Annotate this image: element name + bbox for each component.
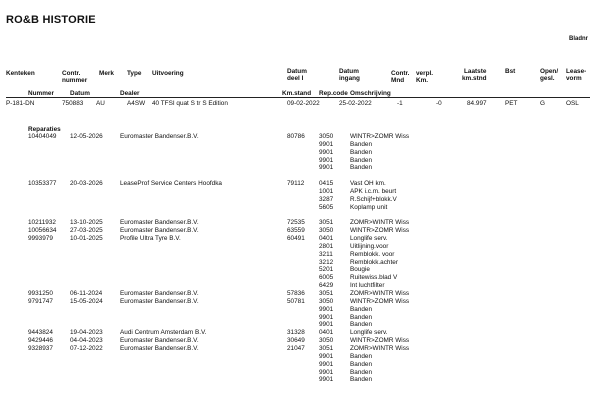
- repair-omschrijving: Banden: [350, 148, 373, 156]
- header-kmstand: Km.stand: [282, 90, 312, 97]
- vehicle-laatste-km: 84.997: [467, 100, 487, 107]
- header-kenteken: Kenteken: [6, 70, 35, 77]
- repair-omschrijving: Remblokk.achter: [350, 258, 398, 266]
- repair-code: 3287: [319, 195, 334, 203]
- repair-dealer: Euromaster Bandenser.B.V.: [120, 337, 199, 345]
- repair-omschrijving: Banden: [350, 305, 373, 313]
- repair-omschrijving: Banden: [350, 352, 373, 360]
- repair-kmstand: 21047: [287, 344, 305, 352]
- repair-code: 3212: [319, 258, 334, 266]
- repair-omschrijving: WINTR>ZOMR Wiss: [350, 133, 410, 140]
- repair-datum: 20-03-2026: [70, 180, 103, 188]
- repair-nummer: 10353377: [28, 180, 57, 188]
- repair-omschrijving: Banden: [350, 360, 373, 368]
- repair-kmstand: 63559: [287, 227, 305, 235]
- header-contract-nummer: nummer: [62, 77, 88, 84]
- repair-nummer: 10404049: [28, 133, 57, 140]
- repair-code: 5605: [319, 203, 334, 211]
- repair-omschrijving: Vast OH km.: [350, 180, 386, 188]
- repair-datum: 04-04-2023: [70, 337, 103, 345]
- repair-code: 0415: [319, 180, 334, 188]
- repair-datum: 10-01-2025: [70, 235, 103, 243]
- page-title: RO&B HISTORIE: [6, 14, 96, 26]
- repair-kmstand: 30649: [287, 337, 305, 345]
- repair-omschrijving: WINTR>ZOMR Wiss: [350, 337, 410, 345]
- repair-omschrijving: ZOMR>WINTR Wiss: [350, 344, 410, 352]
- repair-omschrijving: Banden: [350, 376, 373, 384]
- header-gesl: gesl.: [540, 75, 555, 82]
- repair-omschrijving: Bougie: [350, 266, 370, 274]
- repair-code: 3051: [319, 344, 334, 352]
- vehicle-datum-ingang: 25-02-2022: [339, 100, 372, 107]
- vehicle-datum-deel1: 09-02-2022: [287, 100, 320, 107]
- header-repcode: Rep.code: [319, 90, 348, 97]
- header-dealer: Dealer: [120, 90, 140, 97]
- repair-code: 3050: [319, 337, 334, 345]
- repair-omschrijving: Banden: [350, 313, 373, 321]
- header-kmstnd: km.stnd: [462, 75, 487, 82]
- header-datum: Datum: [70, 90, 90, 97]
- repair-omschrijving: Banden: [350, 164, 373, 172]
- repair-omschrijving: APK i.c.m. beurt: [350, 187, 397, 195]
- header-vorm: vorm: [566, 75, 582, 82]
- header-bst: Bst: [505, 68, 516, 75]
- repair-code: 0401: [319, 329, 334, 337]
- repair-kmstand: 57836: [287, 290, 305, 297]
- repair-kmstand: 80786: [287, 133, 305, 140]
- repair-nummer: 9993979: [28, 235, 53, 243]
- repair-code: 3050: [319, 227, 334, 235]
- repair-kmstand: 60491: [287, 235, 305, 243]
- repair-dealer: Euromaster Bandenser.B.V.: [120, 297, 199, 305]
- repair-code: 9901: [319, 140, 334, 148]
- repair-code: 9901: [319, 321, 334, 329]
- vehicle-uitvoering: 40 TFSI quat S tr S Edition: [152, 100, 228, 107]
- repair-omschrijving: Int luchtfilter: [350, 282, 385, 290]
- repair-code: 3051: [319, 290, 334, 297]
- repair-kmstand: 72535: [287, 219, 305, 227]
- repair-datum: 19-04-2023: [70, 329, 103, 337]
- repair-dealer: Euromaster Bandenser.B.V.: [120, 344, 199, 352]
- repair-kmstand: 79112: [287, 180, 305, 188]
- repair-kmstand: 50781: [287, 297, 305, 305]
- repair-kmstand: 31328: [287, 329, 305, 337]
- repair-nummer: 9791747: [28, 297, 53, 305]
- repair-datum: 27-03-2025: [70, 227, 103, 235]
- repair-code: 3211: [319, 250, 333, 258]
- repair-code: 6005: [319, 274, 334, 282]
- repair-code: 9901: [319, 305, 334, 313]
- header-lease: Lease-: [566, 68, 587, 75]
- repair-code: 9901: [319, 148, 334, 156]
- repair-omschrijving: Banden: [350, 140, 373, 148]
- repair-nummer: 9443824: [28, 329, 53, 337]
- repair-omschrijving: Banden: [350, 321, 373, 329]
- repair-omschrijving: Ruitewiss.blad V: [350, 274, 398, 282]
- repair-code: 9901: [319, 360, 334, 368]
- header-nummer: Nummer: [28, 90, 54, 97]
- repair-omschrijving: R.Schijf+blokk.V: [350, 195, 397, 203]
- vehicle-contract: 750883: [62, 100, 84, 107]
- repair-dealer: Euromaster Bandenser.B.V.: [120, 133, 199, 140]
- header-merk: Merk: [99, 70, 114, 77]
- repair-datum: 15-05-2024: [70, 297, 103, 305]
- vehicle-open: G: [540, 100, 545, 107]
- repair-code: 2801: [319, 242, 334, 250]
- repair-code: 3050: [319, 133, 334, 140]
- repair-omschrijving: Banden: [350, 156, 373, 164]
- header-omschrijving: Omschrijving: [350, 90, 391, 97]
- repair-dealer: LeaseProf Service Centers Hoofdka: [120, 180, 222, 188]
- repair-nummer: 9328937: [28, 344, 53, 352]
- repair-code: 9901: [319, 156, 334, 164]
- header-open: Open/: [540, 68, 559, 75]
- repair-datum: 12-05-2026: [70, 133, 103, 140]
- repair-code: 6429: [319, 282, 334, 290]
- repair-omschrijving: WINTR>ZOMR Wiss: [350, 227, 410, 235]
- vehicle-type: A4SW: [127, 100, 146, 107]
- repair-omschrijving: Koplamp unit: [350, 203, 388, 211]
- header-km: Km.: [416, 77, 429, 84]
- repair-omschrijving: WINTR>ZOMR Wiss: [350, 297, 410, 305]
- header-datum-ingang: Datum: [339, 68, 359, 75]
- header-uitvoering: Uitvoering: [152, 70, 184, 77]
- repair-datum: 07-12-2022: [70, 344, 103, 352]
- repair-nummer: 9429446: [28, 337, 53, 345]
- header-mnd: Mnd: [391, 77, 405, 84]
- repair-omschrijving: Longlife serv.: [350, 329, 388, 337]
- repair-omschrijving: Longlife serv.: [350, 235, 388, 243]
- repair-code: 9901: [319, 313, 334, 321]
- repair-code: 3051: [319, 219, 334, 227]
- repair-omschrijving: ZOMR>WINTR Wiss: [350, 290, 410, 297]
- repair-nummer: 10211932: [28, 219, 56, 227]
- vehicle-kenteken: P-181-DN: [6, 100, 35, 107]
- repair-code: 3050: [319, 297, 334, 305]
- header-verpl: verpl.: [416, 70, 434, 77]
- repair-dealer: Euromaster Bandenser.B.V.: [120, 227, 199, 235]
- vehicle-km: -0: [436, 100, 442, 107]
- repair-code: 5201: [319, 266, 334, 274]
- header-contr: Contr.: [62, 70, 81, 77]
- page-number-label: Bladnr: [569, 36, 589, 42]
- vehicle-mnd: -1: [397, 100, 403, 107]
- reparaties-heading: Reparaties: [28, 126, 61, 133]
- repair-dealer: Euromaster Bandenser.B.V.: [120, 219, 199, 227]
- header-contr-mnd: Contr.: [391, 70, 410, 77]
- vehicle-merk: AU: [96, 100, 105, 107]
- repair-code: 9901: [319, 368, 334, 376]
- header-datum-deel1: Datum: [287, 68, 307, 75]
- repair-code: 9901: [319, 352, 334, 360]
- repair-code: 0401: [319, 235, 334, 243]
- repair-code: 9901: [319, 164, 334, 172]
- repair-nummer: 10056634: [28, 227, 57, 235]
- header-type: Type: [127, 70, 142, 77]
- header-ingang: ingang: [339, 75, 360, 82]
- vehicle-leasevorm: OSL: [566, 100, 579, 107]
- repair-dealer: Profile Ultra Tyre B.V.: [120, 235, 181, 243]
- header-divider: [6, 97, 590, 98]
- vehicle-bst: PET: [505, 100, 518, 107]
- repair-omschrijving: Banden: [350, 368, 373, 376]
- repair-omschrijving: Uitlijning.voor: [350, 242, 389, 250]
- repair-code: 1001: [319, 187, 334, 195]
- repair-omschrijving: Remblokk. voor: [350, 250, 395, 258]
- repair-datum: 06-11-2024: [70, 290, 103, 297]
- header-laatste: Laatste: [464, 68, 487, 75]
- repair-code: 9901: [319, 376, 334, 384]
- header-deel1: deel I: [287, 75, 304, 82]
- repair-omschrijving: ZOMR>WINTR Wiss: [350, 219, 410, 227]
- repair-datum: 13-10-2025: [70, 219, 103, 227]
- repair-dealer: Euromaster Bandenser.B.V.: [120, 290, 199, 297]
- repair-dealer: Audi Centrum Amsterdam B.V.: [120, 329, 207, 337]
- repair-nummer: 9931250: [28, 290, 53, 297]
